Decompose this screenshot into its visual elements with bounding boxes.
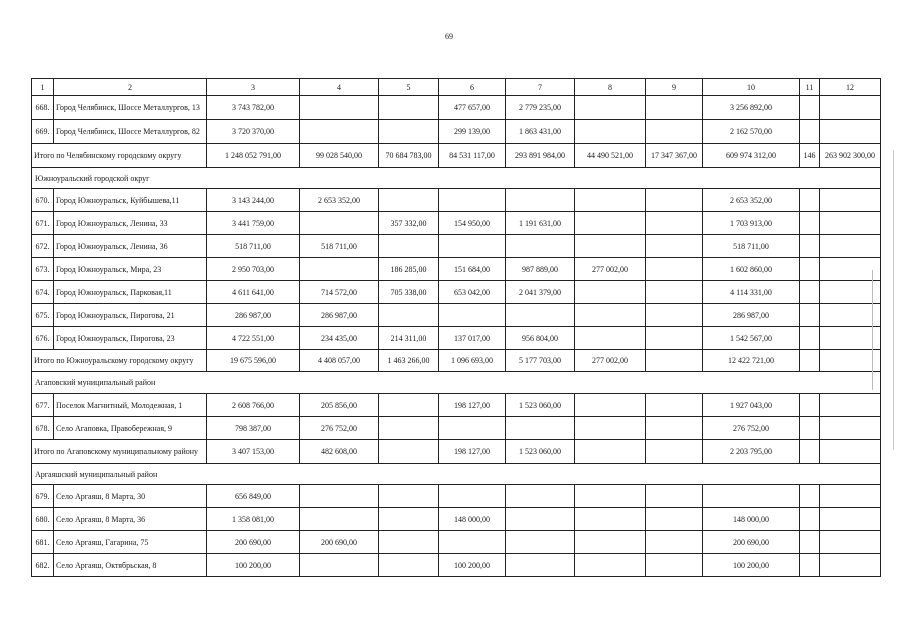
table-cell: 1 523 060,00	[506, 440, 575, 464]
table-row	[32, 394, 881, 417]
table-cell: 1 523 060,00	[506, 394, 575, 417]
table-cell	[379, 96, 439, 120]
table-cell	[575, 96, 646, 120]
table-cell: 1 096 693,00	[439, 350, 506, 372]
table-cell: 2 653 352,00	[300, 189, 379, 212]
table-row	[32, 212, 881, 235]
table-cell: 1 248 052 791,00	[207, 144, 300, 168]
table-cell: 3 720 370,00	[207, 120, 300, 144]
table-cell	[646, 417, 703, 440]
header-cell: 5	[379, 79, 439, 96]
table-cell	[820, 554, 881, 577]
total-row	[32, 144, 881, 168]
table-row	[32, 485, 881, 508]
table-cell	[646, 212, 703, 235]
table-cell: 987 889,00	[506, 258, 575, 281]
table-cell: 518 711,00	[207, 235, 300, 258]
section-title: Аргаяшский муниципальный район	[32, 464, 881, 485]
table-row	[32, 281, 881, 304]
table-cell: 148 000,00	[703, 508, 800, 531]
table-cell: 17 347 367,00	[646, 144, 703, 168]
table-cell	[506, 189, 575, 212]
table-cell	[646, 440, 703, 464]
table-cell	[800, 212, 820, 235]
table-cell	[800, 440, 820, 464]
section-row	[32, 168, 881, 189]
table-cell: 263 902 300,00	[820, 144, 881, 168]
table-cell: 609 974 312,00	[703, 144, 800, 168]
table-cell	[575, 189, 646, 212]
table-cell	[820, 417, 881, 440]
table-cell	[379, 554, 439, 577]
table-cell	[646, 96, 703, 120]
table-cell: 1 542 567,00	[703, 327, 800, 350]
table-cell: 2 041 379,00	[506, 281, 575, 304]
section-row	[32, 372, 881, 394]
table-cell	[646, 120, 703, 144]
row-number: 681.	[32, 531, 54, 554]
table-cell: 1 703 913,00	[703, 212, 800, 235]
data-table	[31, 78, 881, 577]
section-title: Южноуральский городской округ	[32, 168, 881, 189]
table-cell	[800, 96, 820, 120]
address-cell: Село Аргаяш, 8 Марта, 36	[54, 508, 207, 531]
table-cell	[379, 189, 439, 212]
table-cell	[800, 304, 820, 327]
table-cell	[575, 531, 646, 554]
table-cell: 4 611 641,00	[207, 281, 300, 304]
table-cell	[800, 327, 820, 350]
address-cell: Село Агаповка, Правобережная, 9	[54, 417, 207, 440]
table-cell	[379, 120, 439, 144]
table-cell	[820, 485, 881, 508]
row-number: 672.	[32, 235, 54, 258]
header-cell: 4	[300, 79, 379, 96]
table-cell	[800, 508, 820, 531]
table-cell: 1 602 860,00	[703, 258, 800, 281]
table-cell	[300, 120, 379, 144]
table-cell	[800, 235, 820, 258]
table-cell: 2 653 352,00	[703, 189, 800, 212]
table-cell: 2 203 795,00	[703, 440, 800, 464]
table-cell	[800, 281, 820, 304]
table-cell	[820, 508, 881, 531]
section-title: Агаповский муниципальный район	[32, 372, 881, 394]
table-cell: 205 856,00	[300, 394, 379, 417]
table-cell	[300, 96, 379, 120]
table-cell	[575, 281, 646, 304]
table-cell: 186 285,00	[379, 258, 439, 281]
address-cell: Село Аргаяш, Гагарина, 75	[54, 531, 207, 554]
table-cell: 798 387,00	[207, 417, 300, 440]
table-cell	[575, 440, 646, 464]
table-row	[32, 96, 881, 120]
table-cell	[439, 189, 506, 212]
table-cell	[379, 508, 439, 531]
table-cell	[575, 304, 646, 327]
table-cell: 200 690,00	[207, 531, 300, 554]
table-cell	[379, 531, 439, 554]
table-cell	[300, 554, 379, 577]
table-cell	[646, 394, 703, 417]
table-cell: 3 256 892,00	[703, 96, 800, 120]
page-number: 69	[445, 32, 453, 41]
table-cell	[575, 327, 646, 350]
table-cell: 956 804,00	[506, 327, 575, 350]
table-cell	[439, 485, 506, 508]
total-label: Итого по Челябинскому городскому округу	[32, 144, 207, 168]
header-cell: 1	[32, 79, 54, 96]
header-cell: 10	[703, 79, 800, 96]
table-cell	[575, 554, 646, 577]
table-cell	[379, 235, 439, 258]
table-cell	[646, 258, 703, 281]
table-cell	[506, 304, 575, 327]
table-cell	[379, 440, 439, 464]
table-cell	[646, 189, 703, 212]
table-cell	[646, 304, 703, 327]
table-cell	[646, 531, 703, 554]
table-cell: 3 143 244,00	[207, 189, 300, 212]
table-cell: 286 987,00	[300, 304, 379, 327]
table-cell: 198 127,00	[439, 440, 506, 464]
table-cell: 198 127,00	[439, 394, 506, 417]
header-cell: 3	[207, 79, 300, 96]
header-cell: 2	[54, 79, 207, 96]
table-cell	[646, 350, 703, 372]
table-cell: 2 950 703,00	[207, 258, 300, 281]
table-cell: 4 408 057,00	[300, 350, 379, 372]
table-cell	[575, 508, 646, 531]
row-number: 675.	[32, 304, 54, 327]
table-cell	[820, 120, 881, 144]
table-cell	[646, 235, 703, 258]
table-row	[32, 235, 881, 258]
table-cell	[575, 417, 646, 440]
table-cell: 1 927 043,00	[703, 394, 800, 417]
table-cell: 1 463 266,00	[379, 350, 439, 372]
table-cell	[800, 258, 820, 281]
table-cell: 151 684,00	[439, 258, 506, 281]
table-cell: 705 338,00	[379, 281, 439, 304]
table-cell: 714 572,00	[300, 281, 379, 304]
address-cell: Село Аргаяш, 8 Марта, 30	[54, 485, 207, 508]
header-cell: 12	[820, 79, 881, 96]
scan-artifact	[893, 150, 894, 450]
table-cell	[800, 417, 820, 440]
table-cell	[800, 120, 820, 144]
table-cell: 4 114 331,00	[703, 281, 800, 304]
table-cell	[575, 235, 646, 258]
table-cell	[379, 394, 439, 417]
table-cell: 100 200,00	[207, 554, 300, 577]
address-cell: Город Челябинск, Шоссе Металлургов, 82	[54, 120, 207, 144]
table-cell	[820, 96, 881, 120]
table-cell	[646, 485, 703, 508]
row-number: 678.	[32, 417, 54, 440]
table-cell: 84 531 117,00	[439, 144, 506, 168]
table-row	[32, 327, 881, 350]
address-cell: Город Южноуральск, Парковая,11	[54, 281, 207, 304]
address-cell: Поселок Магнитный, Молодежная, 1	[54, 394, 207, 417]
table-row	[32, 417, 881, 440]
table-cell	[800, 189, 820, 212]
table-cell	[646, 281, 703, 304]
table-cell: 286 987,00	[207, 304, 300, 327]
table-cell	[575, 120, 646, 144]
header-row	[32, 79, 881, 96]
table-cell	[379, 485, 439, 508]
table-cell	[506, 235, 575, 258]
table-cell	[575, 212, 646, 235]
table-cell: 2 608 766,00	[207, 394, 300, 417]
table-row	[32, 304, 881, 327]
table-cell: 146	[800, 144, 820, 168]
table-row	[32, 531, 881, 554]
table-cell: 137 017,00	[439, 327, 506, 350]
table-cell: 3 441 759,00	[207, 212, 300, 235]
table-cell: 200 690,00	[300, 531, 379, 554]
table-cell: 234 435,00	[300, 327, 379, 350]
table-cell	[646, 327, 703, 350]
address-cell: Город Южноуральск, Мира, 23	[54, 258, 207, 281]
table-cell	[800, 350, 820, 372]
table-cell: 100 200,00	[439, 554, 506, 577]
row-number: 676.	[32, 327, 54, 350]
table-cell	[506, 508, 575, 531]
table-row	[32, 258, 881, 281]
table-cell: 19 675 596,00	[207, 350, 300, 372]
address-cell: Город Южноуральск, Ленина, 36	[54, 235, 207, 258]
row-number: 669.	[32, 120, 54, 144]
table-cell	[703, 485, 800, 508]
address-cell: Город Южноуральск, Пирогова, 23	[54, 327, 207, 350]
table-cell	[506, 531, 575, 554]
table-cell: 99 028 540,00	[300, 144, 379, 168]
table-cell: 1 358 081,00	[207, 508, 300, 531]
table-cell: 100 200,00	[703, 554, 800, 577]
address-cell: Город Челябинск, Шоссе Металлургов, 13	[54, 96, 207, 120]
table-cell	[820, 212, 881, 235]
table-cell: 214 311,00	[379, 327, 439, 350]
row-number: 679.	[32, 485, 54, 508]
table-cell: 5 177 703,00	[506, 350, 575, 372]
table-cell: 357 332,00	[379, 212, 439, 235]
table-row	[32, 189, 881, 212]
table-cell: 1 863 431,00	[506, 120, 575, 144]
table-row	[32, 120, 881, 144]
header-cell: 8	[575, 79, 646, 96]
address-cell: Город Южноуральск, Куйбышева,11	[54, 189, 207, 212]
address-cell: Город Южноуральск, Пирогова, 21	[54, 304, 207, 327]
table-cell: 3 407 153,00	[207, 440, 300, 464]
table-cell: 293 891 984,00	[506, 144, 575, 168]
table-cell	[300, 508, 379, 531]
table-cell: 653 042,00	[439, 281, 506, 304]
table-cell	[379, 417, 439, 440]
table-cell	[575, 485, 646, 508]
table-cell: 200 690,00	[703, 531, 800, 554]
total-label: Итого по Южноуральскому городскому округу	[32, 350, 207, 372]
header-cell: 6	[439, 79, 506, 96]
table-cell: 482 608,00	[300, 440, 379, 464]
table-row	[32, 554, 881, 577]
table-cell: 4 722 551,00	[207, 327, 300, 350]
row-number: 674.	[32, 281, 54, 304]
row-number: 671.	[32, 212, 54, 235]
table-cell	[439, 417, 506, 440]
table-cell: 154 950,00	[439, 212, 506, 235]
header-cell: 7	[506, 79, 575, 96]
table-cell: 277 002,00	[575, 350, 646, 372]
row-number: 677.	[32, 394, 54, 417]
table-cell	[300, 212, 379, 235]
row-number: 682.	[32, 554, 54, 577]
table-cell: 276 752,00	[703, 417, 800, 440]
table-cell	[506, 417, 575, 440]
total-row	[32, 350, 881, 372]
section-row	[32, 464, 881, 485]
table-cell: 3 743 782,00	[207, 96, 300, 120]
table-cell	[800, 531, 820, 554]
table-cell	[506, 554, 575, 577]
table-cell	[439, 531, 506, 554]
table-cell: 70 684 783,00	[379, 144, 439, 168]
table-row	[32, 508, 881, 531]
table-cell: 286 987,00	[703, 304, 800, 327]
total-label: Итого по Агаповскому муниципальному району	[32, 440, 207, 464]
table-cell: 12 422 721,00	[703, 350, 800, 372]
table-cell	[800, 485, 820, 508]
table-cell	[800, 554, 820, 577]
table-cell	[820, 394, 881, 417]
table-cell: 277 002,00	[575, 258, 646, 281]
table-cell: 1 191 631,00	[506, 212, 575, 235]
table-cell: 44 490 521,00	[575, 144, 646, 168]
header-cell: 9	[646, 79, 703, 96]
table-cell: 518 711,00	[300, 235, 379, 258]
table-cell	[506, 485, 575, 508]
table-cell	[800, 394, 820, 417]
table-cell	[820, 440, 881, 464]
table-cell	[575, 394, 646, 417]
total-row	[32, 440, 881, 464]
row-number: 670.	[32, 189, 54, 212]
table-cell: 656 849,00	[207, 485, 300, 508]
table-cell	[300, 485, 379, 508]
row-number: 668.	[32, 96, 54, 120]
table-cell	[300, 258, 379, 281]
row-number: 673.	[32, 258, 54, 281]
address-cell: Село Аргаяш, Октябрьская, 8	[54, 554, 207, 577]
table-cell: 477 657,00	[439, 96, 506, 120]
table-cell: 148 000,00	[439, 508, 506, 531]
table-cell	[646, 508, 703, 531]
table-cell: 2 162 570,00	[703, 120, 800, 144]
table-cell	[439, 235, 506, 258]
address-cell: Город Южноуральск, Ленина, 33	[54, 212, 207, 235]
table-cell	[379, 304, 439, 327]
table-cell	[646, 554, 703, 577]
table-cell	[820, 531, 881, 554]
table-cell: 518 711,00	[703, 235, 800, 258]
scan-artifact	[872, 270, 873, 390]
table-cell: 299 139,00	[439, 120, 506, 144]
row-number: 680.	[32, 508, 54, 531]
table-cell: 276 752,00	[300, 417, 379, 440]
table-cell: 2 779 235,00	[506, 96, 575, 120]
table-cell	[439, 304, 506, 327]
header-cell: 11	[800, 79, 820, 96]
table-cell	[820, 235, 881, 258]
table-cell	[820, 189, 881, 212]
